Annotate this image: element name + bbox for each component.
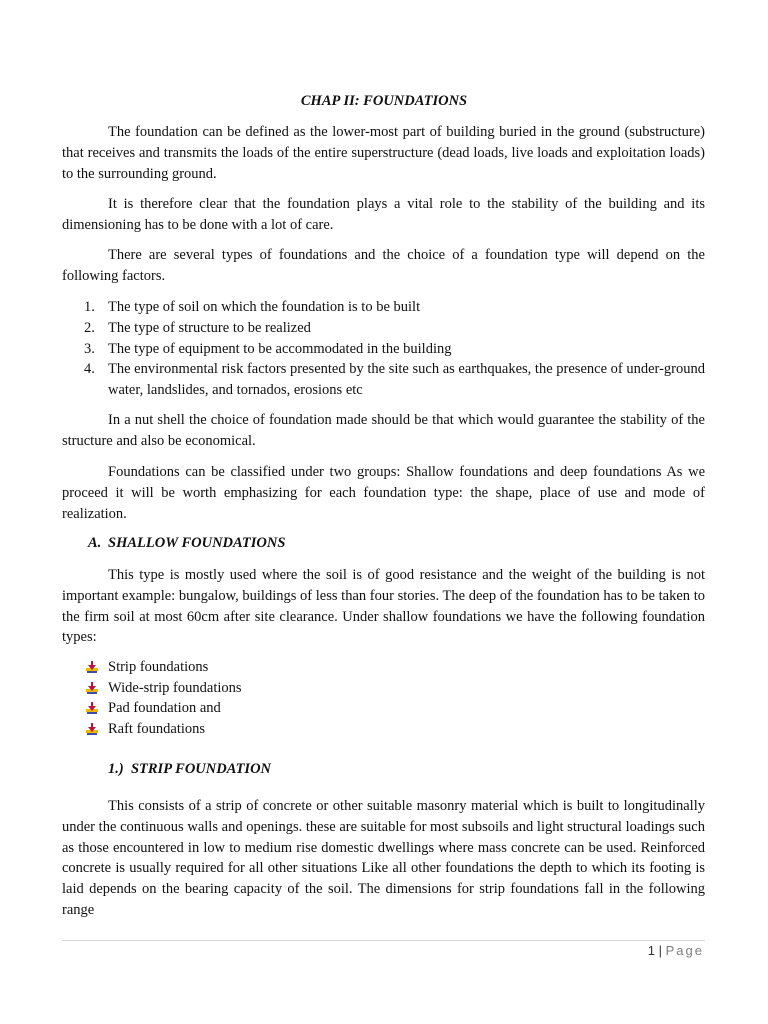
list-item (62, 297, 705, 318)
paragraph-nutshell: In a nut shell the choice of foundation made should be that which would guarantee the stability of the structure and also be economical. (62, 412, 705, 449)
page-label: Page (665, 943, 704, 958)
list-item-text: The environmental risk factors presented by the site such as earthquakes, the presence of under-ground water, landslides, and tornados, erosions etc (108, 361, 705, 399)
arrow-bullet-icon (86, 702, 98, 715)
section-heading-shallow (88, 535, 285, 552)
shallow-types-list (86, 657, 242, 739)
list-item-text: The type of structure to be realized (108, 319, 311, 336)
paragraph-importance: It is therefore clear that the foundation plays a vital role to the stability of the building and its dimensioning has to be done with a lot of care. (62, 196, 705, 233)
arrow-bullet-icon (86, 723, 98, 736)
list-number: 2. (84, 319, 95, 336)
list-item-text: Strip foundations (108, 659, 209, 675)
footer-separator: | (658, 943, 662, 958)
footer-divider (62, 940, 705, 941)
list-item (62, 339, 705, 360)
factors-list (62, 297, 705, 401)
page-footer (648, 943, 704, 958)
list-number: 4. (84, 361, 95, 378)
page-number: 1 (647, 943, 655, 958)
chapter-title: CHAP II: FOUNDATIONS (300, 93, 468, 109)
section-marker: A. (88, 535, 102, 551)
list-item-text: Pad foundation and (108, 700, 221, 716)
section-marker: 1.) (108, 761, 124, 777)
list-item-text: Raft foundations (108, 720, 206, 737)
paragraph-types-intro: There are several types of foundations and the choice of a foundation type will depend on the following factors. (62, 247, 705, 284)
paragraph-shallow: This type is mostly used where the soil is of good resistance and the weight of the building is not important example: bungalow, buildings of less than four stories. The deep of the foundation has to be taken to the firm soil at most 60cm after site clearance. Under shallow foundations we have the following foundation types: (62, 567, 705, 646)
list-number: 1. (84, 299, 95, 315)
section-heading-strip (108, 761, 271, 778)
list-number: 3. (84, 340, 95, 357)
list-item (86, 719, 242, 740)
arrow-bullet-icon (86, 682, 98, 695)
list-item (62, 318, 705, 339)
section-heading-label: STRIP FOUNDATION (130, 761, 272, 777)
section-heading-label: SHALLOW FOUNDATIONS (108, 535, 286, 551)
paragraph-definition: The foundation can be defined as the lower-most part of building buried in the ground (substructure) that receives and transmits the loads of the entire superstructure (dead loads, live loads and exploitation loads) to the surrounding ground. (62, 124, 705, 182)
list-item (62, 359, 705, 401)
list-item-text: The type of equipment to be accommodated in the building (108, 340, 452, 357)
list-item-text: The type of soil on which the foundation is to be built (108, 299, 421, 315)
paragraph-strip: This consists of a strip of concrete or other suitable masonry material which is built to longitudinally under the continuous walls and openings. these are suitable for most subsoils and light structural loadings such as those encountered in low to medium rise domestic dwellings where mass concrete can be used. Reinforced concrete is usually required for all other situations Like all other foundations the depth to which its footing is laid depends on the bearing capacity of the soil. The dimensions for strip foundations fall in the following range (62, 798, 705, 918)
list-item (86, 698, 242, 719)
paragraph-classification: Foundations can be classified under two groups: Shallow foundations and deep foundations As we proceed it will be worth emphasizing for each foundation type: the shape, place of use and mode of realization. (62, 464, 705, 522)
list-item (86, 657, 242, 678)
list-item-text: Wide-strip foundations (108, 679, 242, 696)
arrow-bullet-icon (86, 661, 98, 674)
list-item (86, 678, 242, 699)
